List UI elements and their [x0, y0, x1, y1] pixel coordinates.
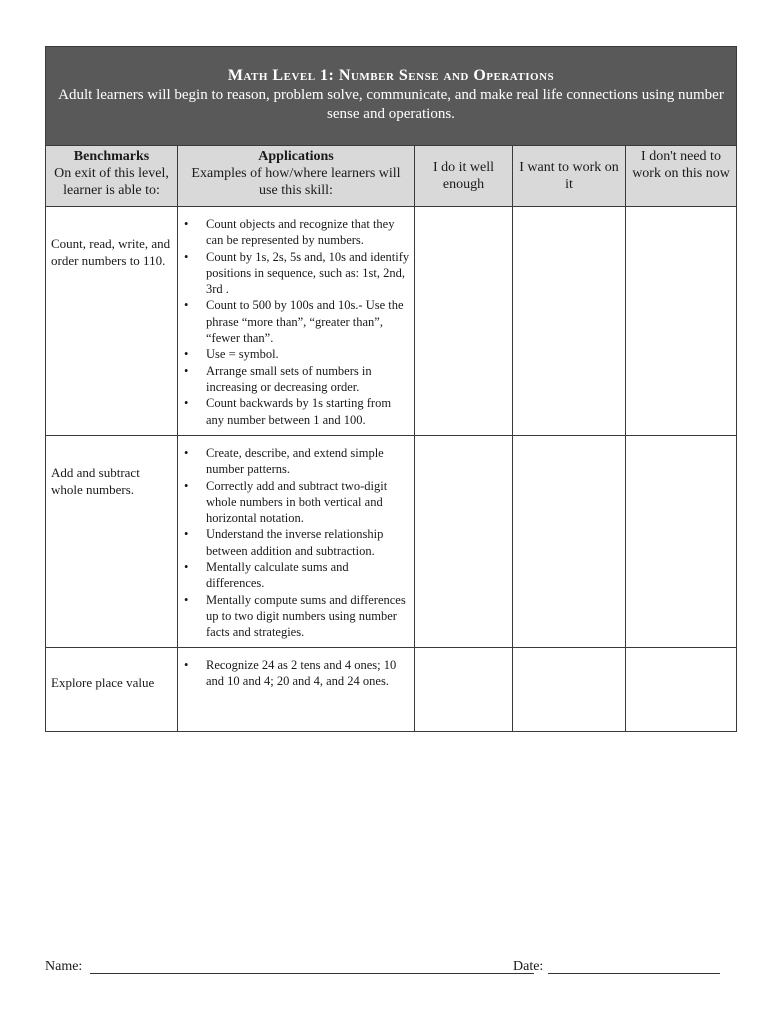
- applications-list: [181, 216, 410, 428]
- checkbox-cell-do-it-well[interactable]: [415, 207, 513, 436]
- header-row: [46, 146, 737, 207]
- list-item: • Count backwards by 1s starting from any number between 1 and 100.: [181, 395, 410, 428]
- name-label: Name:: [45, 959, 83, 974]
- list-item: • Mentally compute sums and differences up to two digit numbers using number facts and strategies.: [181, 592, 410, 641]
- header-want-to-work: I want to work on it: [513, 146, 626, 207]
- name-field[interactable]: [90, 973, 534, 974]
- checkbox-cell-dont-need[interactable]: [626, 436, 737, 648]
- list-item: • Arrange small sets of numbers in increasing or decreasing order.: [181, 363, 410, 396]
- applications-cell: [178, 647, 415, 731]
- header-benchmarks: [46, 146, 178, 207]
- page-title: Math Level 1: Number Sense and Operations: [227, 67, 555, 84]
- checkbox-cell-do-it-well[interactable]: [415, 647, 513, 731]
- header-benchmarks-sub: On exit of this level, learner is able to:: [54, 166, 169, 198]
- header-benchmarks-title: Benchmarks: [73, 149, 150, 164]
- header-applications-sub: Examples of how/where learners will use this skill:: [191, 166, 401, 198]
- checkbox-cell-want-to-work[interactable]: [513, 647, 626, 731]
- list-item: • Use = symbol.: [181, 346, 410, 362]
- list-item: • Correctly add and subtract two-digit whole numbers in both vertical and horizontal notation.: [181, 478, 410, 527]
- benchmark-cell: Add and subtract whole numbers.: [46, 436, 178, 648]
- checkbox-cell-do-it-well[interactable]: [415, 436, 513, 648]
- title-banner: [46, 47, 737, 146]
- checkbox-cell-dont-need[interactable]: [626, 207, 737, 436]
- list-item: • Create, describe, and extend simple number patterns.: [181, 445, 410, 478]
- list-item: • Understand the inverse relationship between addition and subtraction.: [181, 526, 410, 559]
- list-item: • Count to 500 by 100s and 10s.- Use the phrase “more than”, “greater than”, “fewer than”.: [181, 297, 410, 346]
- list-item: • Count by 1s, 2s, 5s and, 10s and identify positions in sequence, such as: 1st, 2nd, 3rd .: [181, 249, 410, 298]
- checkbox-cell-dont-need[interactable]: [626, 647, 737, 731]
- header-do-it-well: I do it well enough: [415, 146, 513, 207]
- list-item: • Mentally calculate sums and differences.: [181, 559, 410, 592]
- list-item: • Recognize 24 as 2 tens and 4 ones; 10 and 10 and 4; 20 and 4, and 24 ones.: [181, 657, 410, 690]
- benchmark-cell: Count, read, write, and order numbers to 110.: [46, 207, 178, 436]
- applications-cell: [178, 436, 415, 648]
- benchmark-cell: Explore place value: [46, 647, 178, 731]
- skill-row-2: [46, 436, 737, 648]
- skills-table: [45, 46, 737, 732]
- page-subtitle: Adult learners will begin to reason, problem solve, communicate, and make real life connections using number sense and operations.: [58, 87, 724, 122]
- checkbox-cell-want-to-work[interactable]: [513, 436, 626, 648]
- assessment-sheet: [45, 46, 736, 732]
- checkbox-cell-want-to-work[interactable]: [513, 207, 626, 436]
- list-item: • Count objects and recognize that they can be represented by numbers.: [181, 216, 410, 249]
- applications-list: [181, 445, 410, 641]
- applications-list: [181, 657, 410, 690]
- header-dont-need: I don't need to work on this now: [626, 146, 737, 207]
- skill-row-1: [46, 207, 737, 436]
- header-applications-title: Applications: [258, 149, 334, 164]
- title-row: [46, 47, 737, 146]
- header-applications: [178, 146, 415, 207]
- date-label: Date:: [513, 959, 544, 974]
- applications-cell: [178, 207, 415, 436]
- skill-row-3: [46, 647, 737, 731]
- date-field[interactable]: [548, 973, 720, 974]
